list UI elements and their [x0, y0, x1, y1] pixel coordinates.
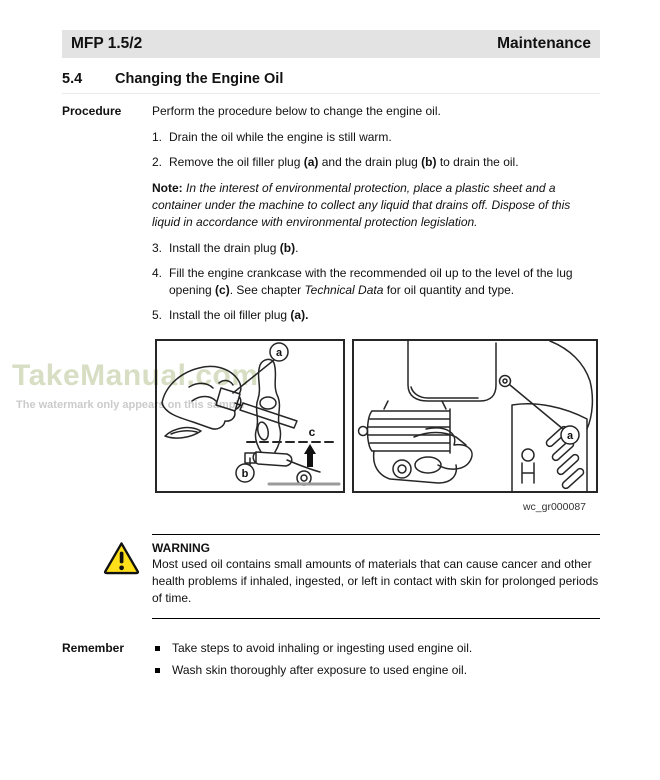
step-item	[152, 307, 600, 324]
step-number: 4.	[152, 266, 163, 281]
square-bullet-icon	[155, 668, 160, 673]
step-number: 5.	[152, 308, 163, 323]
header-product-title: MFP 1.5/2	[71, 35, 143, 52]
callout-a-label: a	[566, 430, 574, 443]
callout-a-leader	[233, 360, 274, 393]
manual-page	[62, 30, 600, 679]
thumb-shape	[165, 428, 201, 438]
warning-icon-column	[62, 534, 152, 619]
fuel-tank-outline	[408, 341, 496, 401]
dipstick-rod	[240, 403, 297, 428]
remember-item-text: Take steps to avoid inhaling or ingesting used engine oil.	[172, 641, 473, 656]
step-number: 3.	[152, 241, 163, 256]
header-chapter-title: Maintenance	[497, 35, 591, 52]
section-heading	[62, 71, 600, 94]
step-item	[152, 240, 600, 257]
step-text: Install the drain plug (b).	[169, 241, 299, 256]
warning-title: WARNING	[152, 541, 210, 556]
step-item	[152, 129, 600, 146]
procedure-content	[152, 103, 600, 515]
oil-filler-plug	[216, 388, 240, 411]
square-bullet-icon	[155, 646, 160, 651]
watermark-title: TakeManual.com	[12, 359, 259, 392]
list-item	[152, 640, 600, 657]
figure-left-illustration	[157, 341, 343, 491]
step-item	[152, 154, 600, 171]
procedure-section	[62, 103, 600, 515]
procedure-label: Procedure	[62, 104, 122, 118]
recoil-housing	[550, 341, 592, 429]
level-arrow-icon	[304, 444, 316, 467]
figure-caption: wc_gr000087	[522, 501, 586, 514]
warning-text: Most used oil contains small amounts of materials that can cause cancer and other health problems if inhaled, ingested, or left in contact with skin for prolonged periods of time.	[152, 557, 599, 606]
procedure-intro: Perform the procedure below to change the engine oil.	[152, 104, 441, 118]
section-title: Changing the Engine Oil	[115, 71, 284, 87]
step-item	[152, 265, 600, 299]
crankcase-body	[253, 452, 292, 466]
callout-b-label: b	[241, 468, 249, 481]
page-header-bar	[62, 30, 600, 58]
level-label: c	[308, 425, 316, 440]
vent-slot	[561, 468, 585, 491]
vent-slot	[556, 454, 580, 477]
figure-right-illustration	[354, 341, 596, 491]
warning-triangle-icon	[103, 541, 140, 575]
step-text: Remove the oil filler plug (a) and the drain plug (b) to drain the oil.	[169, 155, 519, 170]
warning-section	[62, 534, 600, 619]
note-text: In the interest of environmental protection, place a plastic sheet and a container under the machine to collect any liquid that drains off. Dispose of this liquid in accordance with environmental protection legislation.	[152, 181, 571, 230]
remember-content	[152, 640, 600, 679]
callout-a-label: a	[275, 347, 283, 360]
cylinder-fins	[368, 409, 450, 453]
step-text: Drain the oil while the engine is still warm.	[169, 130, 392, 145]
remember-label: Remember	[62, 641, 125, 656]
environmental-note	[152, 180, 600, 231]
list-item	[152, 662, 600, 679]
figure-row	[155, 339, 600, 493]
section-number: 5.4	[62, 71, 83, 87]
remember-item-text: Wash skin thoroughly after exposure to used engine oil.	[172, 663, 468, 678]
step-number: 2.	[152, 155, 163, 170]
step-number: 1.	[152, 130, 163, 145]
steps-1-2	[152, 129, 600, 171]
watermark-subtitle: The watermark only appears on this sample	[16, 399, 245, 411]
step-text: Fill the engine crankcase with the recommended oil up to the level of the lug opening (c). See chapter Technical Data for oil quantity and type.	[169, 266, 573, 298]
warning-content	[152, 534, 600, 619]
step-text: Install the oil filler plug (a).	[169, 308, 309, 323]
oil-filler-plug	[500, 376, 511, 387]
figure-engine-filler-location	[352, 339, 598, 493]
filler-neck	[255, 360, 280, 453]
note-label: Note:	[152, 181, 183, 196]
figure-oil-filler-dipstick	[155, 339, 345, 493]
remember-section	[62, 640, 600, 679]
steps-3-5	[152, 240, 600, 324]
